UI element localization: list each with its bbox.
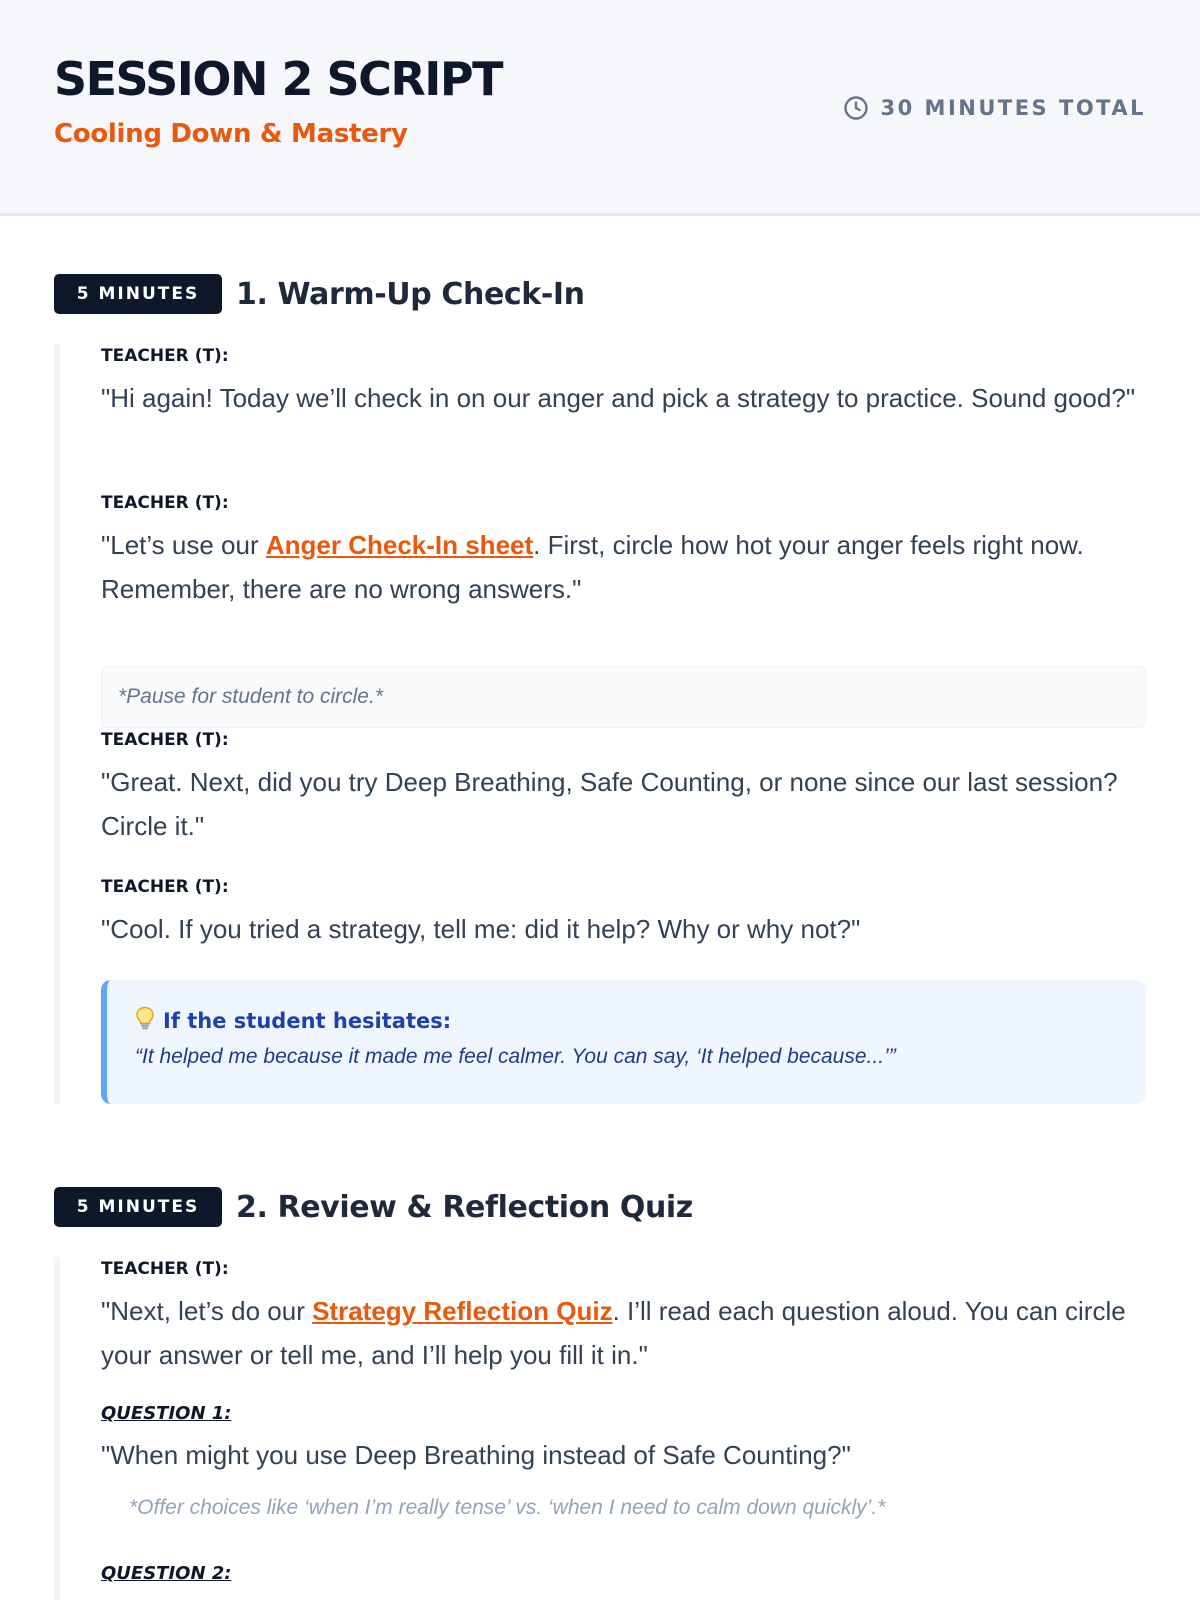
script-line (101, 875, 1146, 951)
page-header (0, 0, 1200, 216)
section-title: 1. Warm-Up Check-In (236, 276, 585, 312)
dialogue-text: "Next, let’s do our (101, 1296, 313, 1326)
section-title: 2. Review & Reflection Quiz (236, 1189, 693, 1225)
dialogue-text: . First, circle how hot your anger feels right now. Remember, there are no wrong answers." (101, 530, 1084, 604)
total-duration (843, 93, 1146, 123)
duration-label: 30 MINUTES TOTAL (880, 96, 1146, 120)
script-line (101, 491, 1146, 611)
tip-heading-text: If the student hesitates: (163, 1008, 452, 1033)
speaker-label: TEACHER (T): (101, 730, 229, 750)
speaker-label: TEACHER (T): (101, 346, 229, 366)
dialogue-text: . I’ll read each question aloud. You can circle your answer or tell me, and I’ll help you fill it in." (101, 1296, 1126, 1370)
anger-check-in-link[interactable]: Anger Check-In sheet (265, 530, 534, 560)
page-title: SESSION 2 SCRIPT (54, 52, 503, 106)
tip-heading (135, 1006, 1146, 1035)
teacher-dialogue: "Great. Next, did you try Deep Breathing, Safe Counting, or none since our last session? Circle it." (101, 767, 1118, 841)
question-label: QUESTION 2: (101, 1563, 232, 1584)
tip-example: “It helped me because it made me feel calmer. You can say, ‘It helped because...’” (135, 1045, 896, 1068)
pause-note (101, 638, 1146, 728)
page-subtitle: Cooling Down & Mastery (54, 119, 408, 149)
teacher-dialogue (101, 1289, 1146, 1377)
script-line (101, 344, 1146, 420)
pause-instruction: *Pause for student to circle.* (101, 666, 1146, 728)
quiz-question (101, 1561, 1146, 1587)
speaker-label: TEACHER (T): (101, 1259, 229, 1279)
question-label: QUESTION 1: (101, 1403, 232, 1424)
tip-callout (101, 952, 1146, 1104)
time-badge: 5 MINUTES (54, 274, 222, 314)
strategy-reflection-quiz-link[interactable]: Strategy Reflection Quiz (312, 1296, 613, 1326)
facilitator-hint (101, 1496, 1146, 1520)
dialogue-text: "Let’s use our (101, 530, 266, 560)
teacher-dialogue (101, 523, 1146, 611)
speaker-label: TEACHER (T): (101, 493, 229, 513)
clock-icon (843, 95, 869, 121)
section-heading (54, 274, 1146, 314)
section-rule (54, 344, 60, 1104)
section-heading (54, 1187, 1146, 1227)
hesitation-tip (101, 980, 1146, 1104)
script-line (101, 728, 1146, 848)
quiz-question (101, 1401, 1146, 1477)
lightbulb-icon (135, 1006, 155, 1035)
script-line (101, 1257, 1146, 1377)
question-text: "When might you use Deep Breathing instead of Safe Counting?" (101, 1440, 851, 1470)
hint-text: *Offer choices like ‘when I’m really tense’ vs. ‘when I need to calm down quickly’.* (129, 1496, 886, 1519)
teacher-dialogue: "Cool. If you tried a strategy, tell me: did it help? Why or why not?" (101, 914, 861, 944)
speaker-label: TEACHER (T): (101, 877, 229, 897)
section-review-quiz (54, 1187, 1146, 1600)
time-badge: 5 MINUTES (54, 1187, 222, 1227)
section-warm-up (54, 274, 1146, 1104)
teacher-dialogue: "Hi again! Today we’ll check in on our anger and pick a strategy to practice. Sound good?" (101, 383, 1136, 413)
section-rule (54, 1257, 60, 1600)
